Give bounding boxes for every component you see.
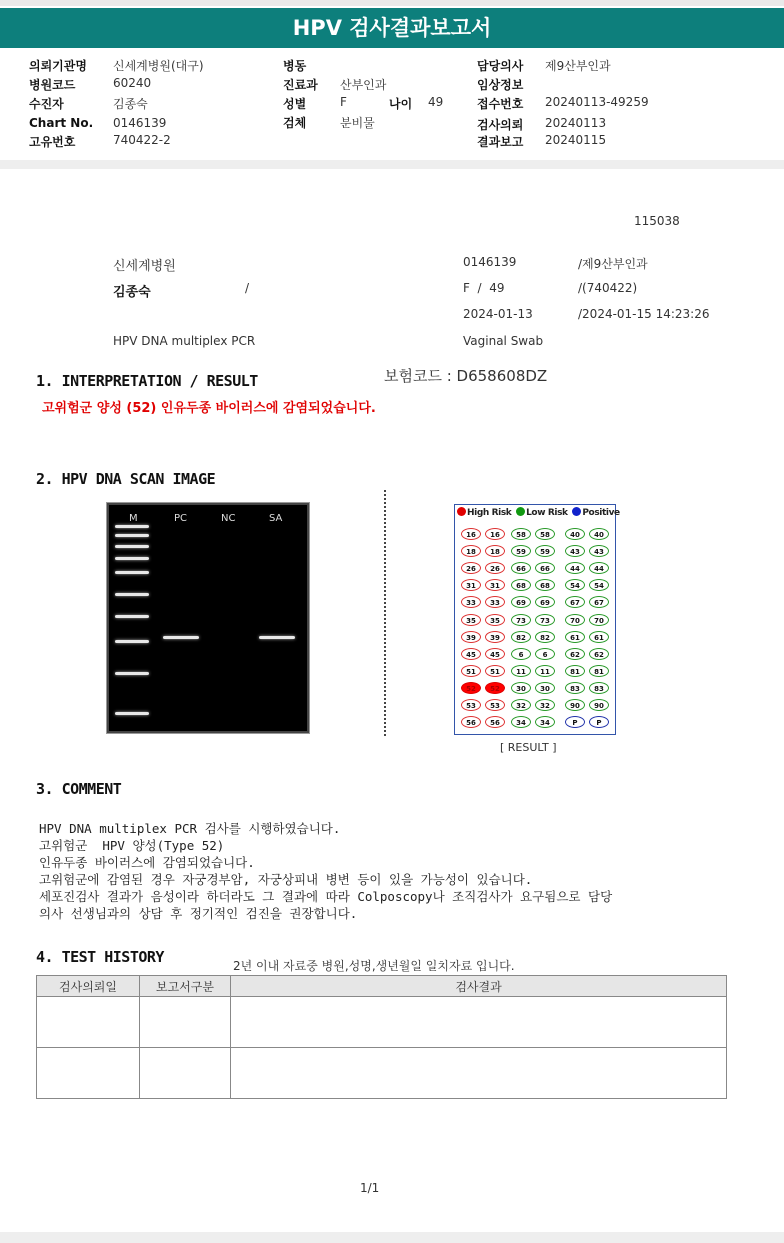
chip-well: 83 bbox=[589, 682, 609, 694]
chip-well: 69 bbox=[511, 596, 531, 608]
chip-well: 67 bbox=[589, 596, 609, 608]
chip-well: 70 bbox=[589, 614, 609, 626]
header-value: 김종숙 bbox=[113, 97, 148, 111]
header-label: 병원코드 bbox=[29, 78, 76, 92]
top-strip bbox=[0, 0, 784, 6]
marker-band bbox=[115, 640, 149, 643]
header-value: 740422-2 bbox=[113, 133, 171, 147]
marker-band bbox=[115, 593, 149, 596]
chip-well: 32 bbox=[511, 699, 531, 711]
chip-well: 40 bbox=[589, 528, 609, 540]
header-label: 고유번호 bbox=[29, 135, 76, 149]
chip-well: 6 bbox=[535, 648, 555, 660]
chip-well: P bbox=[565, 716, 585, 728]
header-value: 제9산부인과 bbox=[545, 59, 611, 73]
header-label: 검체 bbox=[283, 116, 307, 130]
section-interpretation: 1. INTERPRETATION / RESULT bbox=[36, 372, 258, 390]
marker-band bbox=[115, 557, 149, 560]
chip-well: 39 bbox=[485, 631, 505, 643]
chip-well: 45 bbox=[485, 648, 505, 660]
chip-well: 82 bbox=[511, 631, 531, 643]
patient-name: 김종숙 bbox=[113, 285, 151, 300]
chip-well: 44 bbox=[589, 562, 609, 574]
chip-well: 59 bbox=[535, 545, 555, 557]
gel-lane-label: PC bbox=[174, 513, 188, 524]
chip-well: 53 bbox=[485, 699, 505, 711]
chip-well: 35 bbox=[461, 614, 481, 626]
chip-well: 16 bbox=[461, 528, 481, 540]
chip-well: 54 bbox=[589, 579, 609, 591]
chip-well: 51 bbox=[461, 665, 481, 677]
specimen-type: Vaginal Swab bbox=[463, 334, 544, 348]
chip-well: 11 bbox=[511, 665, 531, 677]
header-value: 20240115 bbox=[545, 133, 607, 147]
gel-electrophoresis-image bbox=[107, 503, 309, 733]
positive-dot-icon bbox=[572, 507, 581, 516]
department: /제9산부인과 bbox=[578, 257, 648, 271]
chip-well: 56 bbox=[485, 716, 505, 728]
chip-well: 70 bbox=[565, 614, 585, 626]
chip-well: 90 bbox=[589, 699, 609, 711]
header-label: 결과보고 bbox=[477, 135, 524, 149]
chip-well: 56 bbox=[461, 716, 481, 728]
hospital-name: 신세계병원 bbox=[113, 259, 176, 274]
divider-dotted bbox=[384, 490, 386, 736]
header-label: 나이 bbox=[389, 97, 413, 111]
hpv-dna-chip bbox=[454, 504, 620, 735]
legend-low: Low Risk bbox=[526, 508, 568, 518]
history-header: 검사의뢰일 bbox=[37, 976, 140, 997]
header-value: 20240113 bbox=[545, 116, 607, 130]
header-value: 60240 bbox=[113, 76, 152, 90]
marker-band bbox=[115, 615, 149, 618]
chip-well: 73 bbox=[511, 614, 531, 626]
history-table bbox=[36, 975, 727, 1099]
chip-well: 34 bbox=[535, 716, 555, 728]
chip-well: 58 bbox=[535, 528, 555, 540]
history-cell bbox=[37, 997, 140, 1048]
chip-well: 61 bbox=[589, 631, 609, 643]
chip-well: 43 bbox=[589, 545, 609, 557]
chip-well: 53 bbox=[461, 699, 481, 711]
header-label: 검사의뢰 bbox=[477, 118, 524, 132]
insurance-code: 보험코드 : D658608DZ bbox=[384, 367, 548, 385]
report-number: 115038 bbox=[634, 214, 680, 228]
chip-well: 39 bbox=[461, 631, 481, 643]
marker-band bbox=[115, 571, 149, 574]
header-label: 진료과 bbox=[283, 78, 318, 92]
birth-date: /(740422) bbox=[578, 281, 638, 295]
chip-well: 30 bbox=[535, 682, 555, 694]
chip-well: 31 bbox=[461, 579, 481, 591]
chip-well: 54 bbox=[565, 579, 585, 591]
chip-well: 26 bbox=[461, 562, 481, 574]
chip-well: 35 bbox=[485, 614, 505, 626]
chip-well: 62 bbox=[565, 648, 585, 660]
history-note: 2년 이내 자료중 병원,성명,생년월일 일치자료 입니다. bbox=[233, 959, 515, 973]
name-slash: / bbox=[245, 281, 250, 295]
history-cell bbox=[140, 1048, 231, 1099]
gel-lane-label: M bbox=[129, 513, 138, 524]
comment-line: 고위험군에 감염된 경우 자궁경부암, 자궁상피내 병변 등이 있을 가능성이 있습니다. bbox=[39, 872, 533, 887]
report-datetime: /2024-01-15 14:23:26 bbox=[578, 307, 710, 321]
chip-well: 44 bbox=[565, 562, 585, 574]
chip-well: 59 bbox=[511, 545, 531, 557]
marker-band bbox=[115, 712, 149, 715]
chip-well: 30 bbox=[511, 682, 531, 694]
pc-band bbox=[163, 636, 199, 639]
history-header: 보고서구분 bbox=[140, 976, 231, 997]
chip-well: 18 bbox=[461, 545, 481, 557]
chip-well: 73 bbox=[535, 614, 555, 626]
comment-line: HPV DNA multiplex PCR 검사를 시행하였습니다. bbox=[39, 821, 341, 836]
chip-well: 31 bbox=[485, 579, 505, 591]
chip-well: 68 bbox=[535, 579, 555, 591]
table-row bbox=[37, 1048, 727, 1099]
chip-well: 83 bbox=[565, 682, 585, 694]
header-label: 접수번호 bbox=[477, 97, 524, 111]
marker-band bbox=[115, 525, 149, 528]
header-value: 분비물 bbox=[340, 116, 375, 130]
chip-well: 62 bbox=[589, 648, 609, 660]
section-test-history: 4. TEST HISTORY bbox=[36, 948, 164, 966]
chip-well: 52 bbox=[461, 682, 481, 694]
header-value: 신세계병원(대구) bbox=[113, 59, 204, 73]
section-scan-image: 2. HPV DNA SCAN IMAGE bbox=[36, 470, 216, 488]
gel-lane-label: SA bbox=[269, 513, 283, 524]
low-risk-dot-icon bbox=[516, 507, 525, 516]
legend-positive: Positive bbox=[582, 508, 620, 518]
chip-legend bbox=[457, 507, 620, 518]
test-name: HPV DNA multiplex PCR bbox=[113, 334, 256, 348]
chip-well: 81 bbox=[589, 665, 609, 677]
request-date: 2024-01-13 bbox=[463, 307, 533, 321]
chip-well: 58 bbox=[511, 528, 531, 540]
chip-well: 61 bbox=[565, 631, 585, 643]
header-value: F bbox=[340, 95, 347, 109]
chip-well: 52 bbox=[485, 682, 505, 694]
chip-well: 66 bbox=[511, 562, 531, 574]
chip-well: 81 bbox=[565, 665, 585, 677]
chip-well: 6 bbox=[511, 648, 531, 660]
history-cell bbox=[37, 1048, 140, 1099]
marker-band bbox=[115, 672, 149, 675]
chip-well: 34 bbox=[511, 716, 531, 728]
chip-well: 90 bbox=[565, 699, 585, 711]
header-value: 49 bbox=[428, 95, 444, 109]
chip-well: 16 bbox=[485, 528, 505, 540]
bottom-strip bbox=[0, 1232, 784, 1243]
header-label: 의뢰기관명 bbox=[29, 59, 87, 73]
chip-well: 68 bbox=[511, 579, 531, 591]
result-text: 고위험군 양성 (52) 인유두종 바이러스에 감염되었습니다. bbox=[42, 401, 376, 416]
header-label: 성별 bbox=[283, 97, 307, 111]
report-title: HPV 검사결과보고서 bbox=[0, 8, 784, 48]
header-label: 임상정보 bbox=[477, 78, 524, 92]
header-label: 병동 bbox=[283, 59, 307, 73]
sex-age: F / 49 bbox=[463, 281, 505, 295]
comment-line: 고위험군 HPV 양성(Type 52) bbox=[39, 838, 225, 853]
marker-band bbox=[115, 534, 149, 537]
gel-lane-label: NC bbox=[221, 513, 236, 524]
chip-well: 33 bbox=[485, 596, 505, 608]
legend-high: High Risk bbox=[467, 508, 512, 518]
chip-well: 33 bbox=[461, 596, 481, 608]
table-row bbox=[37, 997, 727, 1048]
header-value: 20240113-49259 bbox=[545, 95, 649, 109]
section-comment: 3. COMMENT bbox=[36, 780, 122, 798]
header-value: 0146139 bbox=[113, 116, 167, 130]
history-cell bbox=[231, 997, 727, 1048]
chip-well: 66 bbox=[535, 562, 555, 574]
header-label: 수진자 bbox=[29, 97, 64, 111]
chart-number: 0146139 bbox=[463, 255, 517, 269]
chip-well: 51 bbox=[485, 665, 505, 677]
sa-band bbox=[259, 636, 295, 639]
chip-well: 40 bbox=[565, 528, 585, 540]
header-label: 담당의사 bbox=[477, 59, 524, 73]
comment-text bbox=[39, 820, 612, 922]
chip-well: 82 bbox=[535, 631, 555, 643]
history-cell bbox=[231, 1048, 727, 1099]
comment-line: 세포진검사 결과가 음성이라 하더라도 그 결과에 따라 Colposcopy나 조직검사가 요구됨으로 담당 bbox=[39, 889, 613, 904]
chip-well: 43 bbox=[565, 545, 585, 557]
chip-well: 67 bbox=[565, 596, 585, 608]
chip-well: 45 bbox=[461, 648, 481, 660]
chip-well: 69 bbox=[535, 596, 555, 608]
comment-line: 의사 선생님과의 상담 후 정기적인 검진을 권장합니다. bbox=[39, 906, 358, 921]
chip-well: P bbox=[589, 716, 609, 728]
marker-band bbox=[115, 545, 149, 548]
chip-caption: [ RESULT ] bbox=[500, 741, 557, 754]
header-value: 산부인과 bbox=[340, 78, 387, 92]
chip-well: 32 bbox=[535, 699, 555, 711]
high-risk-dot-icon bbox=[457, 507, 466, 516]
chip-well: 26 bbox=[485, 562, 505, 574]
comment-line: 인유두종 바이러스에 감염되었습니다. bbox=[39, 855, 255, 870]
header-separator bbox=[0, 160, 784, 169]
page-number: 1/1 bbox=[360, 1181, 380, 1195]
header-label: Chart No. bbox=[29, 116, 94, 130]
chip-well: 11 bbox=[535, 665, 555, 677]
history-cell bbox=[140, 997, 231, 1048]
chip-well: 18 bbox=[485, 545, 505, 557]
history-header: 검사결과 bbox=[231, 976, 727, 997]
